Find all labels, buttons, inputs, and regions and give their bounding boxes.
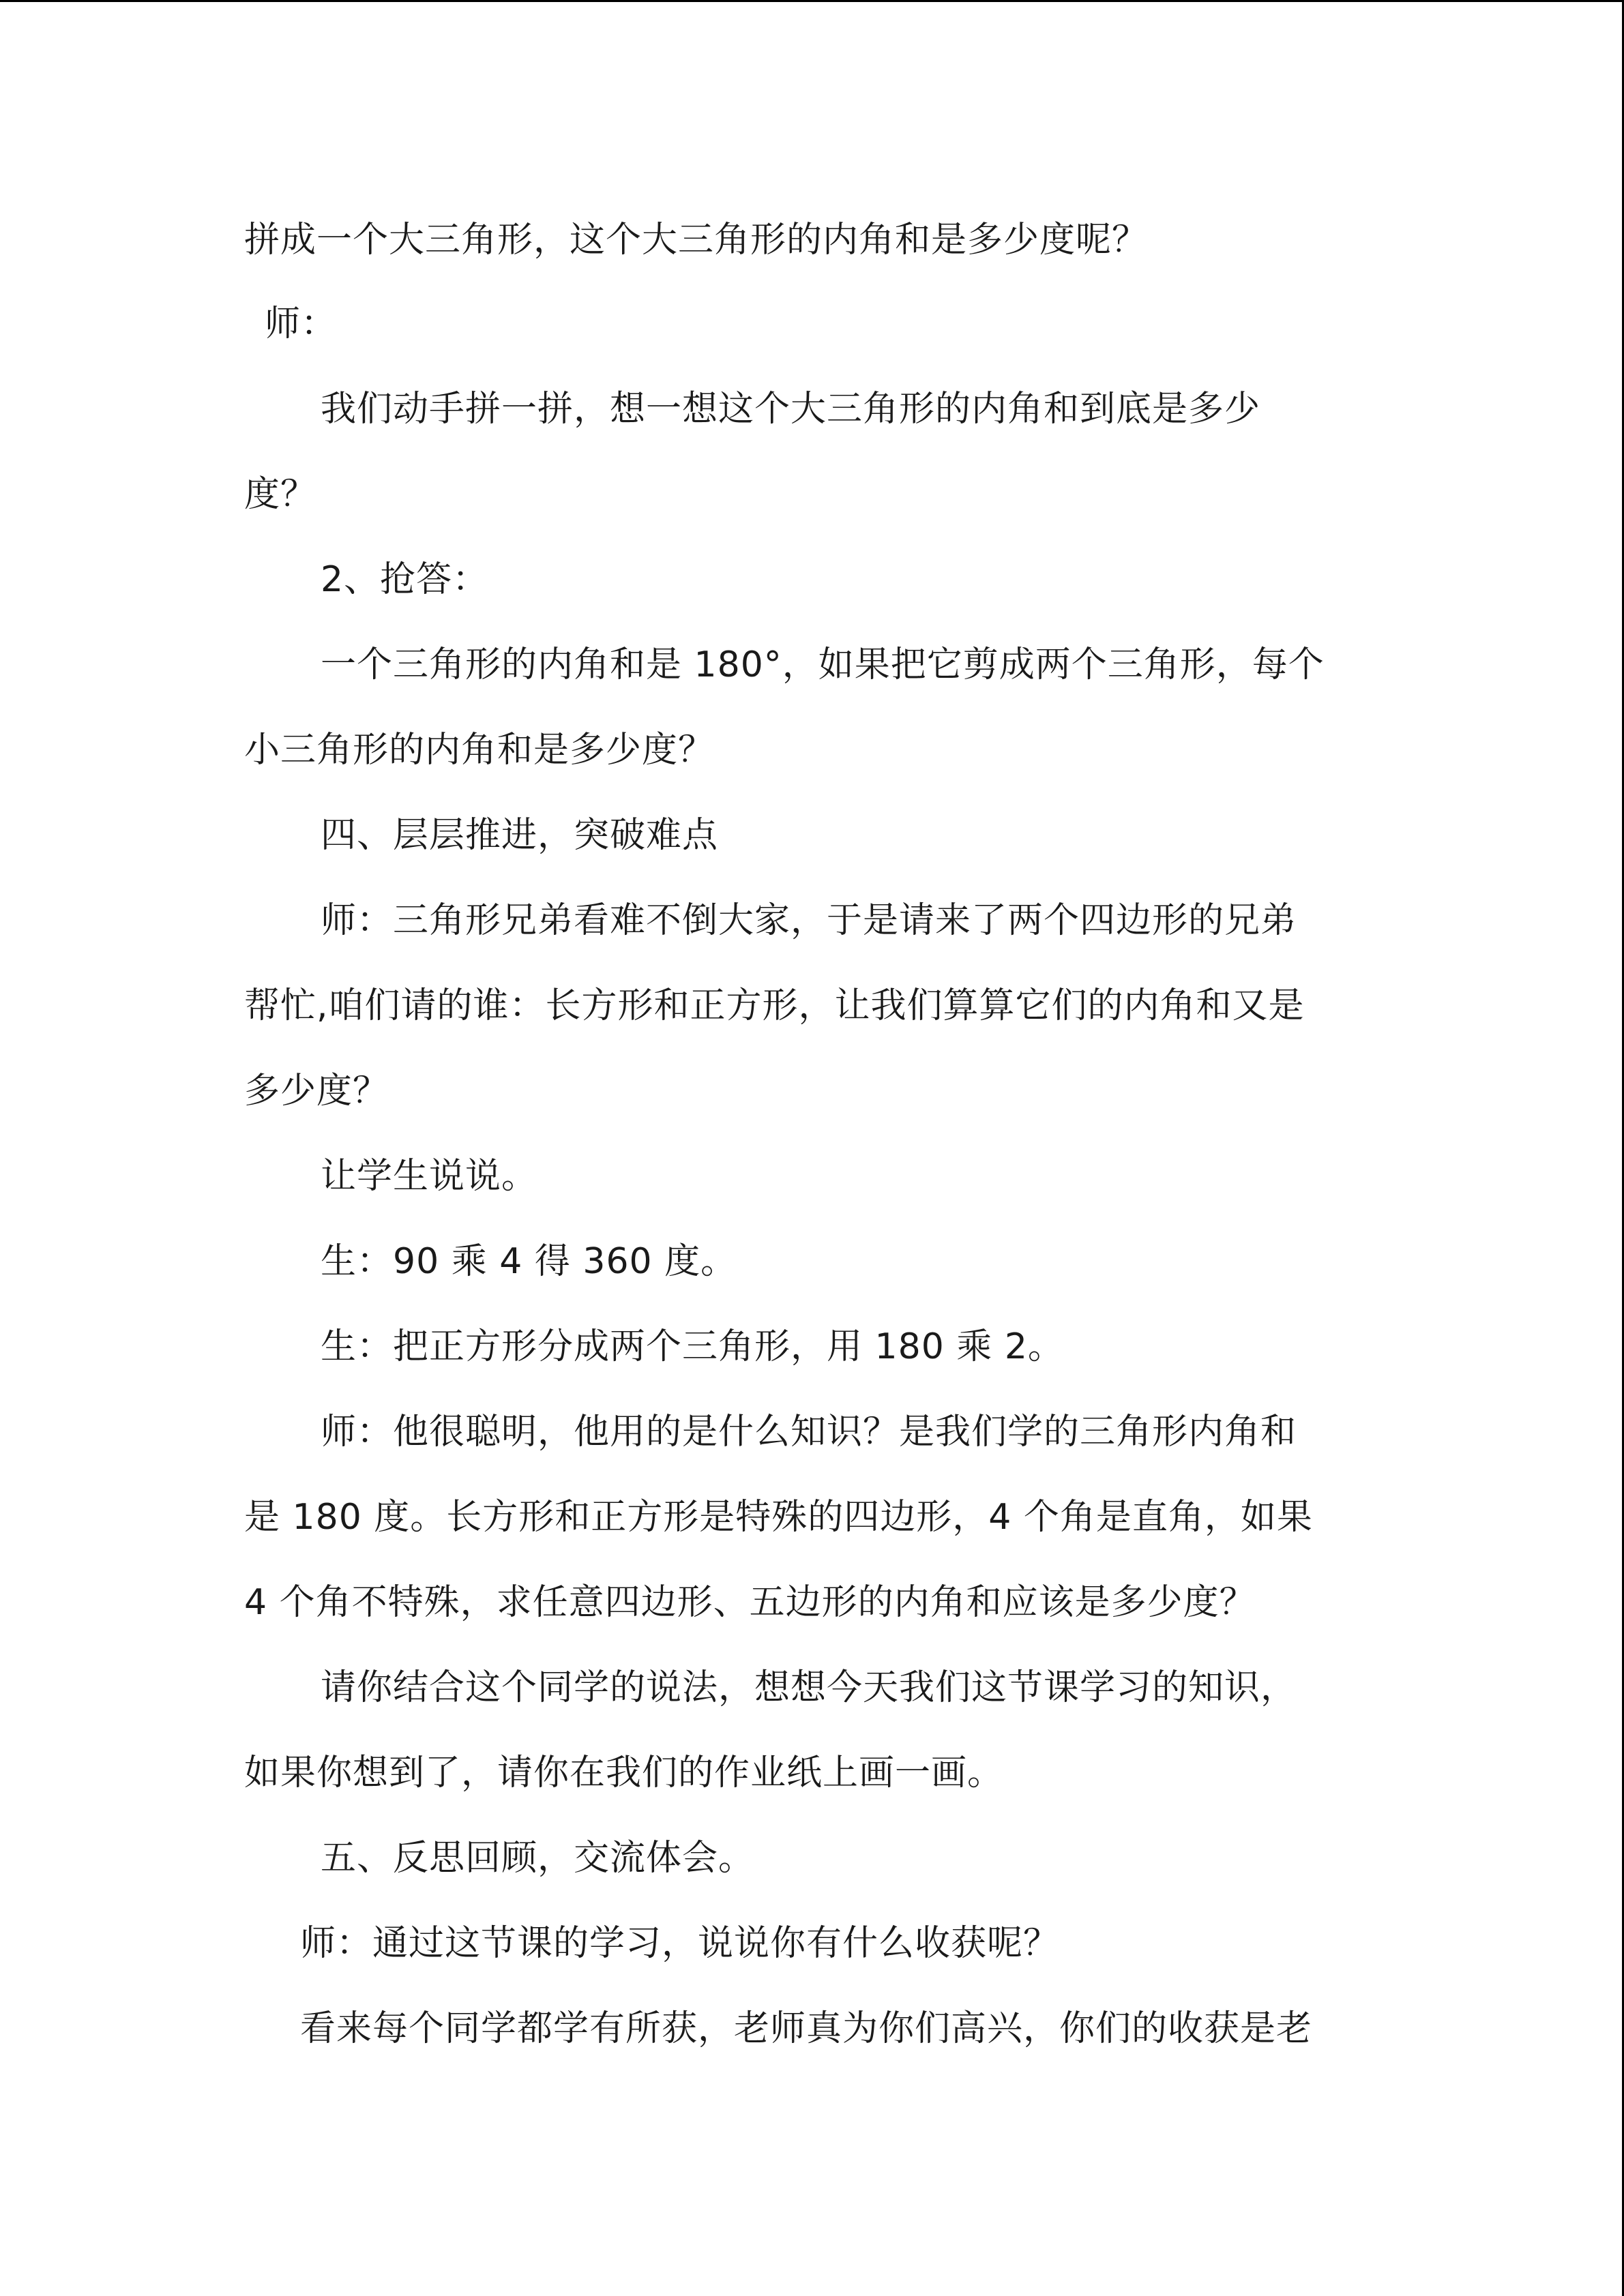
text-line-9: 师：三角形兄弟看难不倒大家，于是请来了两个四边形的兄弟 [321,900,1297,941]
text-line-3: 我们动手拼一拼，想一想这个大三角形的内角和到底是多少 [321,389,1261,430]
text-line-7: 小三角形的内角和是多少度？ [244,730,715,771]
text-line-15: 师：他很聪明，他用的是什么知识？是我们学的三角形内角和 [321,1412,1297,1452]
text-line-10: 帮忙,咱们请的谁：长方形和正方形，让我们算算它们的内角和又是 [244,985,1305,1026]
text-line-16: 是 180 度。长方形和正方形是特殊的四边形，4 个角是直角，如果 [244,1497,1313,1538]
text-line-11: 多少度？ [244,1071,389,1112]
text-line-18: 请你结合这个同学的说法，想想今天我们这节课学习的知识， [321,1667,1297,1708]
text-line-13: 生：90 乘 4 得 360 度。 [321,1241,737,1282]
text-line-22: 看来每个同学都学有所获，老师真为你们高兴，你们的收获是老 [300,2008,1313,2049]
text-line-21: 师：通过这节课的学习，说说你有什么收获呢？ [300,1923,1060,1964]
text-line-6: 一个三角形的内角和是 180°，如果把它剪成两个三角形，每个 [321,644,1325,685]
text-line-14: 生：把正方形分成两个三角形，用 180 乘 2。 [321,1326,1064,1367]
text-line-1: 拼成一个大三角形，这个大三角形的内角和是多少度呢？ [244,220,1149,260]
text-line-5: 2、抢答： [321,559,489,600]
text-line-2: 师： [265,303,338,344]
text-line-4: 度？ [244,474,317,515]
text-line-20: 五、反思回顾，交流体会。 [321,1838,755,1879]
text-line-8: 四、层层推进，突破难点 [321,815,719,856]
page-border-top [0,0,1624,2]
text-line-17: 4 个角不特殊，求任意四边形、五边形的内角和应该是多少度？ [244,1582,1256,1623]
text-line-12: 让学生说说。 [321,1156,538,1197]
text-line-19: 如果你想到了，请你在我们的作业纸上画一画。 [244,1753,1004,1793]
